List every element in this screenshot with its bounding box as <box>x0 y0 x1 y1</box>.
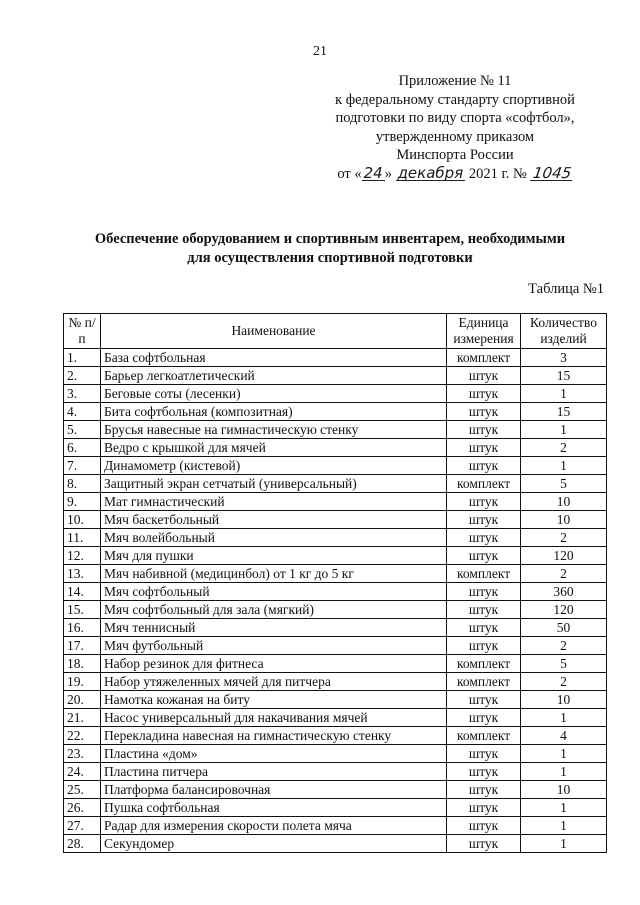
table-row <box>64 511 607 529</box>
table-header-row <box>64 314 607 349</box>
cell-num: 15. <box>64 601 101 619</box>
cell-qty: 1 <box>521 385 607 403</box>
cell-name: Мяч софтбольный для зала (мягкий) <box>100 601 446 619</box>
cell-num: 18. <box>64 655 101 673</box>
table-row <box>64 619 607 637</box>
cell-name: Брусья навесные на гимнастическую стенку <box>100 421 446 439</box>
cell-unit: штук <box>447 421 521 439</box>
cell-unit: комплект <box>447 673 521 691</box>
appendix-line-2: к федеральному стандарту спортивной <box>335 91 575 108</box>
page-number: 21 <box>313 44 327 59</box>
table-row <box>64 403 607 421</box>
cell-qty: 15 <box>521 403 607 421</box>
cell-name: Динамометр (кистевой) <box>100 457 446 475</box>
cell-unit: штук <box>447 439 521 457</box>
appendix-block <box>320 72 590 183</box>
cell-num: 14. <box>64 583 101 601</box>
cell-num: 7. <box>64 457 101 475</box>
cell-name: Радар для измерения скорости полета мяча <box>100 817 446 835</box>
handwritten-order-number: 1045 <box>531 163 573 182</box>
cell-name: Пластина питчера <box>100 763 446 781</box>
table-row <box>64 529 607 547</box>
cell-qty: 10 <box>521 691 607 709</box>
cell-num: 2. <box>64 367 101 385</box>
cell-name: Набор резинок для фитнеса <box>100 655 446 673</box>
cell-name: Бита софтбольная (композитная) <box>100 403 446 421</box>
cell-name: Защитный экран сетчатый (универсальный) <box>100 475 446 493</box>
cell-qty: 360 <box>521 583 607 601</box>
cell-unit: штук <box>447 637 521 655</box>
table-row <box>64 565 607 583</box>
cell-qty: 1 <box>521 763 607 781</box>
cell-num: 16. <box>64 619 101 637</box>
cell-unit: штук <box>447 763 521 781</box>
date-mid: » <box>384 165 392 182</box>
cell-name: Мяч теннисный <box>100 619 446 637</box>
cell-qty: 2 <box>521 637 607 655</box>
appendix-line-1: Приложение № 11 <box>398 73 512 89</box>
cell-unit: штук <box>447 529 521 547</box>
cell-qty: 2 <box>521 439 607 457</box>
cell-name: Беговые соты (лесенки) <box>100 385 446 403</box>
cell-unit: штук <box>447 385 521 403</box>
cell-qty: 5 <box>521 655 607 673</box>
cell-qty: 2 <box>521 529 607 547</box>
header-num: № п/п <box>64 314 101 349</box>
appendix-line-5: Минспорта России <box>396 147 514 163</box>
date-prefix: от « <box>337 165 362 182</box>
cell-name: Мяч для пушки <box>100 547 446 565</box>
handwritten-day: 24 <box>363 163 383 182</box>
table-row <box>64 781 607 799</box>
cell-num: 9. <box>64 493 101 511</box>
table-row <box>64 709 607 727</box>
header-qty: Количество изделий <box>521 314 607 349</box>
order-date-line <box>320 165 590 184</box>
cell-name: Барьер легкоатлетический <box>100 367 446 385</box>
table-row <box>64 691 607 709</box>
cell-unit: штук <box>447 691 521 709</box>
document-title <box>60 230 600 267</box>
cell-unit: штук <box>447 817 521 835</box>
cell-unit: комплект <box>447 565 521 583</box>
cell-num: 23. <box>64 745 101 763</box>
cell-qty: 2 <box>521 673 607 691</box>
cell-qty: 1 <box>521 709 607 727</box>
cell-qty: 1 <box>521 745 607 763</box>
cell-unit: штук <box>447 601 521 619</box>
cell-name: Намотка кожаная на биту <box>100 691 446 709</box>
cell-qty: 1 <box>521 835 607 853</box>
cell-num: 5. <box>64 421 101 439</box>
table-row <box>64 673 607 691</box>
cell-qty: 15 <box>521 367 607 385</box>
header-name: Наименование <box>100 314 446 349</box>
table-row <box>64 835 607 853</box>
appendix-line-3: подготовки по виду спорта «софтбол», <box>335 110 575 126</box>
cell-num: 1. <box>64 349 101 367</box>
cell-num: 19. <box>64 673 101 691</box>
cell-unit: штук <box>447 781 521 799</box>
table-row <box>64 439 607 457</box>
cell-qty: 1 <box>521 817 607 835</box>
cell-name: Набор утяжеленных мячей для питчера <box>100 673 446 691</box>
cell-name: База софтбольная <box>100 349 446 367</box>
cell-unit: штук <box>447 493 521 511</box>
cell-unit: штук <box>447 583 521 601</box>
cell-name: Мяч софтбольный <box>100 583 446 601</box>
cell-num: 25. <box>64 781 101 799</box>
cell-num: 21. <box>64 709 101 727</box>
handwritten-month: декабря <box>397 163 464 182</box>
cell-unit: комплект <box>447 475 521 493</box>
table-row <box>64 457 607 475</box>
cell-num: 22. <box>64 727 101 745</box>
cell-num: 10. <box>64 511 101 529</box>
table-body <box>64 349 607 853</box>
cell-qty: 120 <box>521 601 607 619</box>
cell-name: Мяч набивной (медицинбол) от 1 кг до 5 кг <box>100 565 446 583</box>
cell-num: 13. <box>64 565 101 583</box>
table-row <box>64 799 607 817</box>
appendix-line-4: утвержденному приказом <box>375 128 535 145</box>
cell-qty: 10 <box>521 493 607 511</box>
table-row <box>64 385 607 403</box>
cell-num: 20. <box>64 691 101 709</box>
table-row <box>64 547 607 565</box>
table-row <box>64 817 607 835</box>
cell-qty: 10 <box>521 781 607 799</box>
title-line-1: Обеспечение оборудованием и спортивным инвентарем, необходимыми <box>94 231 566 247</box>
table-row <box>64 367 607 385</box>
cell-name: Платформа балансировочная <box>100 781 446 799</box>
cell-name: Пластина «дом» <box>100 745 446 763</box>
equipment-table <box>63 313 607 853</box>
cell-num: 17. <box>64 637 101 655</box>
cell-name: Насос универсальный для накачивания мячей <box>100 709 446 727</box>
cell-name: Мяч футбольный <box>100 637 446 655</box>
cell-unit: штук <box>447 547 521 565</box>
cell-name: Ведро с крышкой для мячей <box>100 439 446 457</box>
cell-name: Мяч баскетбольный <box>100 511 446 529</box>
cell-qty: 50 <box>521 619 607 637</box>
cell-unit: штук <box>447 709 521 727</box>
table-label: Таблица №1 <box>528 281 604 297</box>
cell-unit: штук <box>447 799 521 817</box>
cell-unit: комплект <box>447 727 521 745</box>
table-row <box>64 655 607 673</box>
cell-num: 11. <box>64 529 101 547</box>
cell-name: Мат гимнастический <box>100 493 446 511</box>
cell-unit: комплект <box>447 349 521 367</box>
cell-qty: 4 <box>521 727 607 745</box>
cell-qty: 10 <box>521 511 607 529</box>
cell-name: Мяч волейбольный <box>100 529 446 547</box>
table-row <box>64 727 607 745</box>
table-row <box>64 583 607 601</box>
cell-qty: 5 <box>521 475 607 493</box>
cell-num: 27. <box>64 817 101 835</box>
cell-qty: 120 <box>521 547 607 565</box>
table-row <box>64 475 607 493</box>
cell-num: 3. <box>64 385 101 403</box>
cell-num: 6. <box>64 439 101 457</box>
cell-unit: штук <box>447 457 521 475</box>
cell-qty: 3 <box>521 349 607 367</box>
table-row <box>64 745 607 763</box>
cell-num: 24. <box>64 763 101 781</box>
cell-qty: 1 <box>521 457 607 475</box>
cell-num: 12. <box>64 547 101 565</box>
cell-unit: штук <box>447 403 521 421</box>
date-suffix: 2021 г. № <box>468 165 527 182</box>
cell-num: 26. <box>64 799 101 817</box>
table-row <box>64 637 607 655</box>
cell-unit: штук <box>447 367 521 385</box>
cell-num: 4. <box>64 403 101 421</box>
table-row <box>64 763 607 781</box>
header-unit: Единица измерения <box>447 314 521 349</box>
cell-num: 8. <box>64 475 101 493</box>
cell-unit: комплект <box>447 655 521 673</box>
table-row <box>64 349 607 367</box>
table-row <box>64 493 607 511</box>
cell-qty: 1 <box>521 421 607 439</box>
cell-name: Секундомер <box>100 835 446 853</box>
cell-qty: 2 <box>521 565 607 583</box>
cell-num: 28. <box>64 835 101 853</box>
title-line-2: для осуществления спортивной подготовки <box>187 249 473 266</box>
cell-unit: штук <box>447 511 521 529</box>
cell-name: Перекладина навесная на гимнастическую стенку <box>100 727 446 745</box>
table-row <box>64 421 607 439</box>
table-row <box>64 601 607 619</box>
cell-qty: 1 <box>521 799 607 817</box>
cell-name: Пушка софтбольная <box>100 799 446 817</box>
cell-unit: штук <box>447 835 521 853</box>
cell-unit: штук <box>447 745 521 763</box>
cell-unit: штук <box>447 619 521 637</box>
